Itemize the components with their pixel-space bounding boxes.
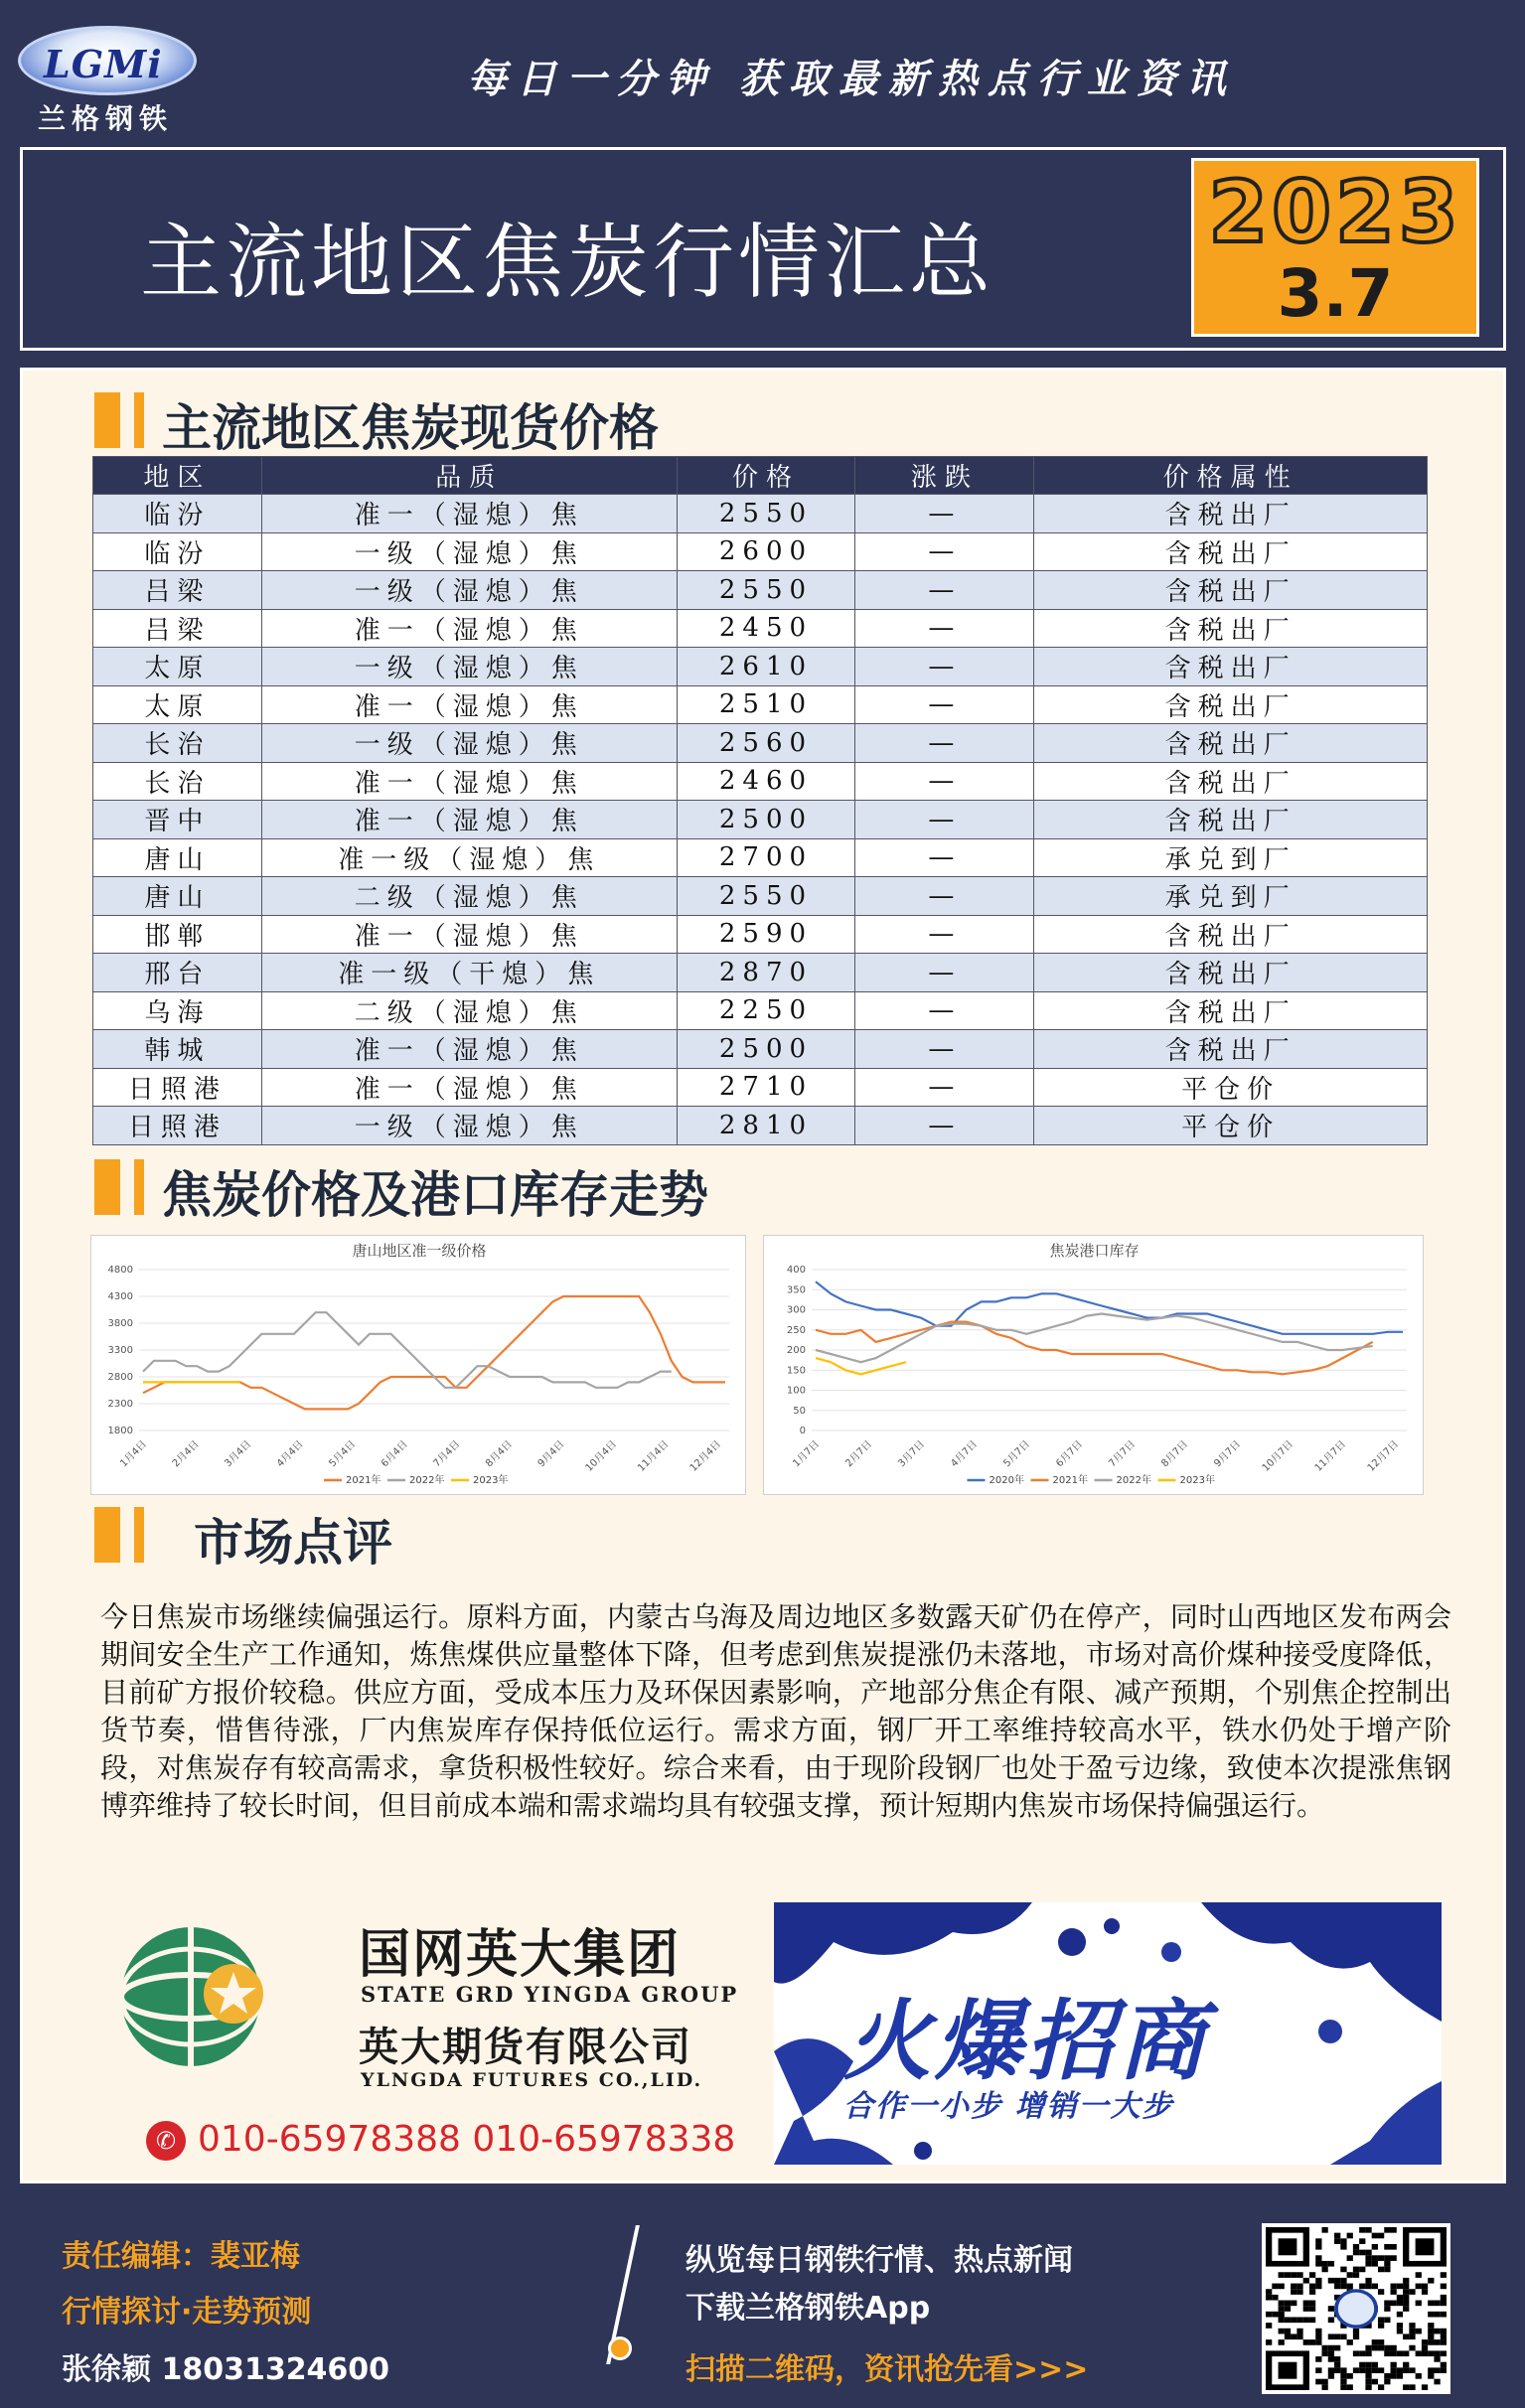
column-header: 品质	[261, 457, 677, 495]
table-cell: 临汾	[93, 495, 262, 533]
table-cell: 含税出厂	[1034, 991, 1428, 1030]
table-row	[93, 724, 1428, 763]
x-tick-label: 9月7日	[1212, 1438, 1244, 1470]
table-cell: 临汾	[93, 532, 262, 571]
section-title: 主流地区焦炭现货价格	[162, 399, 659, 457]
table-cell: 含税出厂	[1034, 801, 1428, 839]
ad-phone-line[interactable]	[146, 2119, 735, 2160]
table-row	[93, 1068, 1428, 1107]
table-cell: 含税出厂	[1034, 1030, 1428, 1069]
table-row	[93, 1107, 1428, 1145]
table-cell: —	[855, 1030, 1034, 1069]
legend-label: 2021年	[1052, 1475, 1088, 1486]
table-cell: —	[855, 954, 1034, 992]
inventory-chart	[763, 1235, 1424, 1495]
table-row	[93, 648, 1428, 686]
table-row	[93, 801, 1428, 839]
ad-subsidiary-name-en: YLNGDA FUTURES CO.,LID.	[361, 2069, 703, 2091]
table-cell: 一级（湿熄）焦	[261, 648, 677, 686]
table-cell: —	[855, 532, 1034, 571]
ad-yingda[interactable]	[90, 1900, 762, 2167]
app-promo-cta: 扫描二维码，资讯抢先看>>>	[686, 2352, 1089, 2387]
table-cell: 准一（湿熄）焦	[261, 1068, 677, 1107]
content-panel	[20, 368, 1506, 2183]
table-cell: 二级（湿熄）焦	[261, 877, 677, 916]
y-tick-label: 350	[786, 1284, 806, 1296]
x-tick-label: 1月7日	[791, 1438, 823, 1470]
table-cell: 2700	[677, 838, 855, 877]
table-cell: 晋中	[93, 801, 262, 839]
series-line	[143, 1296, 725, 1409]
y-tick-label: 200	[786, 1345, 806, 1356]
y-tick-label: 300	[786, 1304, 806, 1316]
chart-title: 唐山地区准一级价格	[352, 1242, 487, 1260]
table-cell: 准一级（干熄）焦	[261, 954, 677, 992]
table-cell: 2500	[677, 1030, 855, 1069]
table-cell: 2560	[677, 724, 855, 763]
y-tick-label: 50	[793, 1405, 806, 1417]
x-tick-label: 3月7日	[896, 1438, 928, 1470]
table-cell: —	[855, 571, 1034, 610]
x-tick-label: 4月4日	[274, 1438, 306, 1470]
series-line	[816, 1358, 906, 1374]
y-tick-label: 3300	[107, 1345, 133, 1356]
ad-headline: 火爆招商	[843, 1990, 1210, 2092]
table-cell: 2500	[677, 801, 855, 839]
inventory-chart-svg	[764, 1236, 1425, 1496]
x-tick-label: 11月7日	[1312, 1438, 1349, 1474]
table-body	[93, 495, 1428, 1145]
column-header: 地区	[93, 457, 262, 495]
yingda-logo-icon	[116, 1922, 265, 2071]
table-cell: 2810	[677, 1107, 855, 1145]
table-cell: 准一（湿熄）焦	[261, 685, 677, 724]
logo	[18, 12, 207, 135]
table-cell: 含税出厂	[1034, 685, 1428, 724]
legend-label: 2021年	[346, 1475, 381, 1486]
table-cell: 含税出厂	[1034, 532, 1428, 571]
legend-label: 2020年	[989, 1475, 1024, 1486]
app-promo-line[interactable]: 下载兰格钢铁App	[686, 2291, 931, 2326]
x-tick-label: 10月7日	[1260, 1438, 1296, 1474]
table-cell: 2510	[677, 685, 855, 724]
y-tick-label: 4300	[107, 1291, 133, 1302]
table-cell: 含税出厂	[1034, 954, 1428, 992]
y-tick-label: 2800	[107, 1372, 133, 1383]
table-cell: 长治	[93, 762, 262, 801]
table-cell: —	[855, 915, 1034, 954]
table-cell: 2610	[677, 648, 855, 686]
table-cell: —	[855, 877, 1034, 916]
date-day: 3.7	[1277, 255, 1394, 332]
table-cell: —	[855, 762, 1034, 801]
table-cell: 2550	[677, 495, 855, 533]
table-row	[93, 685, 1428, 724]
ad-company-name: 国网英大集团	[359, 1925, 682, 1985]
ad-company-name-en: STATE GRD YINGDA GROUP	[361, 1982, 739, 2007]
section-marker	[94, 392, 120, 448]
x-tick-label: 2月7日	[843, 1438, 875, 1470]
logo-chinese-name: 兰格钢铁	[38, 102, 174, 135]
section-marker	[94, 1159, 120, 1215]
contact-info: 张徐颖 18031324600	[62, 2352, 390, 2387]
price-chart	[90, 1235, 746, 1495]
table-cell: —	[855, 838, 1034, 877]
table-cell: 长治	[93, 724, 262, 763]
table-cell: 乌海	[93, 991, 262, 1030]
x-tick-label: 4月7日	[949, 1438, 981, 1470]
app-promo-line: 纵览每日钢铁行情、热点新闻	[686, 2243, 1073, 2278]
table-cell: —	[855, 724, 1034, 763]
section-marker	[134, 392, 144, 448]
section-marker	[134, 1507, 144, 1563]
legend-label: 2022年	[409, 1475, 445, 1486]
section-header-commentary	[94, 1503, 989, 1573]
x-tick-label: 12月7日	[1365, 1438, 1402, 1474]
date-badge	[1191, 158, 1479, 337]
table-cell: 一级（湿熄）焦	[261, 532, 677, 571]
editor-credit: 责任编辑：裴亚梅	[62, 2239, 300, 2274]
x-tick-label: 7月4日	[431, 1438, 463, 1470]
table-cell: 含税出厂	[1034, 609, 1428, 648]
section-marker	[94, 1507, 120, 1563]
market-commentary: 今日焦炭市场继续偏强运行。原料方面，内蒙古乌海及周边地区多数露天矿仍在停产，同时山西地区发布两会期间安全生产工作通知，炼焦煤供应量整体下降，但考虑到焦炭提涨仍未落地，市场对高价煤种接受度降低，目前矿方报价较稳。供应方面，受成本压力及环保因素影响，产地部分焦企有限、减产预期，个别焦企控制出货节奏，惜售待涨，厂内焦炭库存保持低位运行。需求方面，钢厂开工率维持较高水平，铁水仍处于增产阶段，对焦炭存有较高需求，拿货积极性较好。综合来看，由于现阶段钢厂也处于盈亏边缘，致使本次提涨焦钢博弈维持了较长时间，但目前成本端和需求端均具有较强支撑，预计短期内焦炭市场保持偏强运行。	[100, 1600, 1451, 1822]
column-header: 价格	[677, 457, 855, 495]
table-cell: 一级（湿熄）焦	[261, 571, 677, 610]
table-row	[93, 495, 1428, 533]
table-cell: 日照港	[93, 1068, 262, 1107]
table-cell: —	[855, 685, 1034, 724]
table-cell: 2550	[677, 877, 855, 916]
price-chart-svg	[91, 1236, 747, 1496]
x-tick-label: 9月4日	[535, 1438, 567, 1470]
table-row	[93, 1030, 1428, 1069]
section-title: 焦炭价格及港口库存走势	[162, 1166, 708, 1224]
table-header-row	[93, 457, 1428, 495]
table-cell: 韩城	[93, 1030, 262, 1069]
chart-title: 焦炭港口库存	[1049, 1242, 1140, 1260]
table-row	[93, 532, 1428, 571]
table-cell: 准一（湿熄）焦	[261, 495, 677, 533]
table-row	[93, 609, 1428, 648]
table-cell: —	[855, 801, 1034, 839]
table-cell: 准一（湿熄）焦	[261, 915, 677, 954]
table-cell: 准一（湿熄）焦	[261, 762, 677, 801]
table-cell: 含税出厂	[1034, 915, 1428, 954]
section-header-price	[94, 388, 989, 458]
table-cell: —	[855, 648, 1034, 686]
footer-slogan: 行情探讨·走势预测	[62, 2295, 312, 2330]
price-table	[92, 456, 1428, 1145]
y-tick-label: 3800	[107, 1318, 133, 1329]
y-tick-label: 4800	[107, 1265, 133, 1276]
table-cell: 准一（湿熄）焦	[261, 801, 677, 839]
table-cell: 含税出厂	[1034, 495, 1428, 533]
table-cell: —	[855, 991, 1034, 1030]
table-row	[93, 915, 1428, 954]
y-tick-label: 2300	[107, 1399, 133, 1410]
ad-subsidiary-name: 英大期货有限公司	[359, 2025, 692, 2070]
table-cell: 日照港	[93, 1107, 262, 1145]
table-cell: 一级（湿熄）焦	[261, 724, 677, 763]
divider-dot	[608, 2336, 632, 2360]
table-cell: 2600	[677, 532, 855, 571]
table-row	[93, 877, 1428, 916]
y-tick-label: 100	[786, 1385, 806, 1397]
table-cell: 吕梁	[93, 609, 262, 648]
table-cell: 2250	[677, 991, 855, 1030]
y-tick-label: 250	[786, 1324, 806, 1336]
table-cell: 吕梁	[93, 571, 262, 610]
table-cell: —	[855, 495, 1034, 533]
y-tick-label: 400	[786, 1265, 806, 1276]
table-cell: 含税出厂	[1034, 762, 1428, 801]
date-year: 2023	[1208, 163, 1462, 262]
page-title: 主流地区焦炭行情汇总	[140, 216, 995, 310]
table-cell: 含税出厂	[1034, 571, 1428, 610]
footer	[0, 2195, 1525, 2408]
table-cell: —	[855, 1068, 1034, 1107]
table-cell: 一级（湿熄）焦	[261, 1107, 677, 1145]
legend-label: 2023年	[473, 1475, 509, 1486]
table-cell: 太原	[93, 648, 262, 686]
ad-recruitment[interactable]	[774, 1902, 1442, 2165]
y-tick-label: 150	[786, 1365, 806, 1377]
table-cell: 含税出厂	[1034, 724, 1428, 763]
table-cell: 太原	[93, 685, 262, 724]
table-cell: 2450	[677, 609, 855, 648]
table-row	[93, 838, 1428, 877]
legend-label: 2023年	[1179, 1475, 1215, 1486]
x-tick-label: 6月7日	[1054, 1438, 1086, 1470]
table-cell: 含税出厂	[1034, 648, 1428, 686]
section-header-trend	[94, 1155, 989, 1225]
x-tick-label: 8月7日	[1159, 1438, 1191, 1470]
qr-code-icon[interactable]	[1262, 2223, 1450, 2394]
table-cell: 2710	[677, 1068, 855, 1107]
column-header: 价格属性	[1034, 457, 1428, 495]
ad-tagline: 合作一小步 增销一大步	[843, 2089, 1174, 2124]
table-cell: —	[855, 1107, 1034, 1145]
table-cell: 承兑到厂	[1034, 877, 1428, 916]
table-cell: 2550	[677, 571, 855, 610]
table-cell: 2590	[677, 915, 855, 954]
table-row	[93, 571, 1428, 610]
x-tick-label: 8月4日	[484, 1438, 515, 1470]
title-banner	[20, 147, 1506, 351]
table-cell: 2870	[677, 954, 855, 992]
table-row	[93, 762, 1428, 801]
header-slogan: 每日一分钟 获取最新热点行业资讯	[467, 56, 1236, 102]
section-marker	[134, 1159, 144, 1215]
ad-phone-numbers: 010-65978388 010-65978338	[198, 2119, 736, 2160]
table-row	[93, 954, 1428, 992]
phone-icon: ✆	[146, 2121, 186, 2161]
table-cell: 邢台	[93, 954, 262, 992]
table-cell: 平仓价	[1034, 1068, 1428, 1107]
table-cell: 邯郸	[93, 915, 262, 954]
legend-label: 2022年	[1116, 1475, 1151, 1486]
table-cell: 准一级（湿熄）焦	[261, 838, 677, 877]
table-cell: 2460	[677, 762, 855, 801]
table-cell: 唐山	[93, 838, 262, 877]
table-row	[93, 991, 1428, 1030]
column-header: 涨跌	[855, 457, 1034, 495]
x-tick-label: 10月4日	[583, 1438, 620, 1474]
logo-text: LGMi	[44, 42, 163, 86]
section-title: 市场点评	[194, 1514, 392, 1572]
x-tick-label: 11月4日	[636, 1438, 672, 1474]
x-tick-label: 5月7日	[1001, 1438, 1033, 1470]
table-cell: —	[855, 609, 1034, 648]
table-cell: 承兑到厂	[1034, 838, 1428, 877]
y-tick-label: 0	[799, 1426, 806, 1436]
x-tick-label: 5月4日	[327, 1438, 359, 1470]
x-tick-label: 7月7日	[1107, 1438, 1139, 1470]
y-tick-label: 1800	[107, 1426, 133, 1436]
x-tick-label: 6月4日	[379, 1438, 410, 1470]
x-tick-label: 3月4日	[223, 1438, 254, 1470]
table-cell: 唐山	[93, 877, 262, 916]
x-tick-label: 1月4日	[118, 1438, 150, 1470]
table-cell: 平仓价	[1034, 1107, 1428, 1145]
table-cell: 二级（湿熄）焦	[261, 991, 677, 1030]
x-tick-label: 2月4日	[170, 1438, 202, 1470]
x-tick-label: 12月4日	[687, 1438, 724, 1474]
table-cell: 准一（湿熄）焦	[261, 1030, 677, 1069]
table-cell: 准一（湿熄）焦	[261, 609, 677, 648]
